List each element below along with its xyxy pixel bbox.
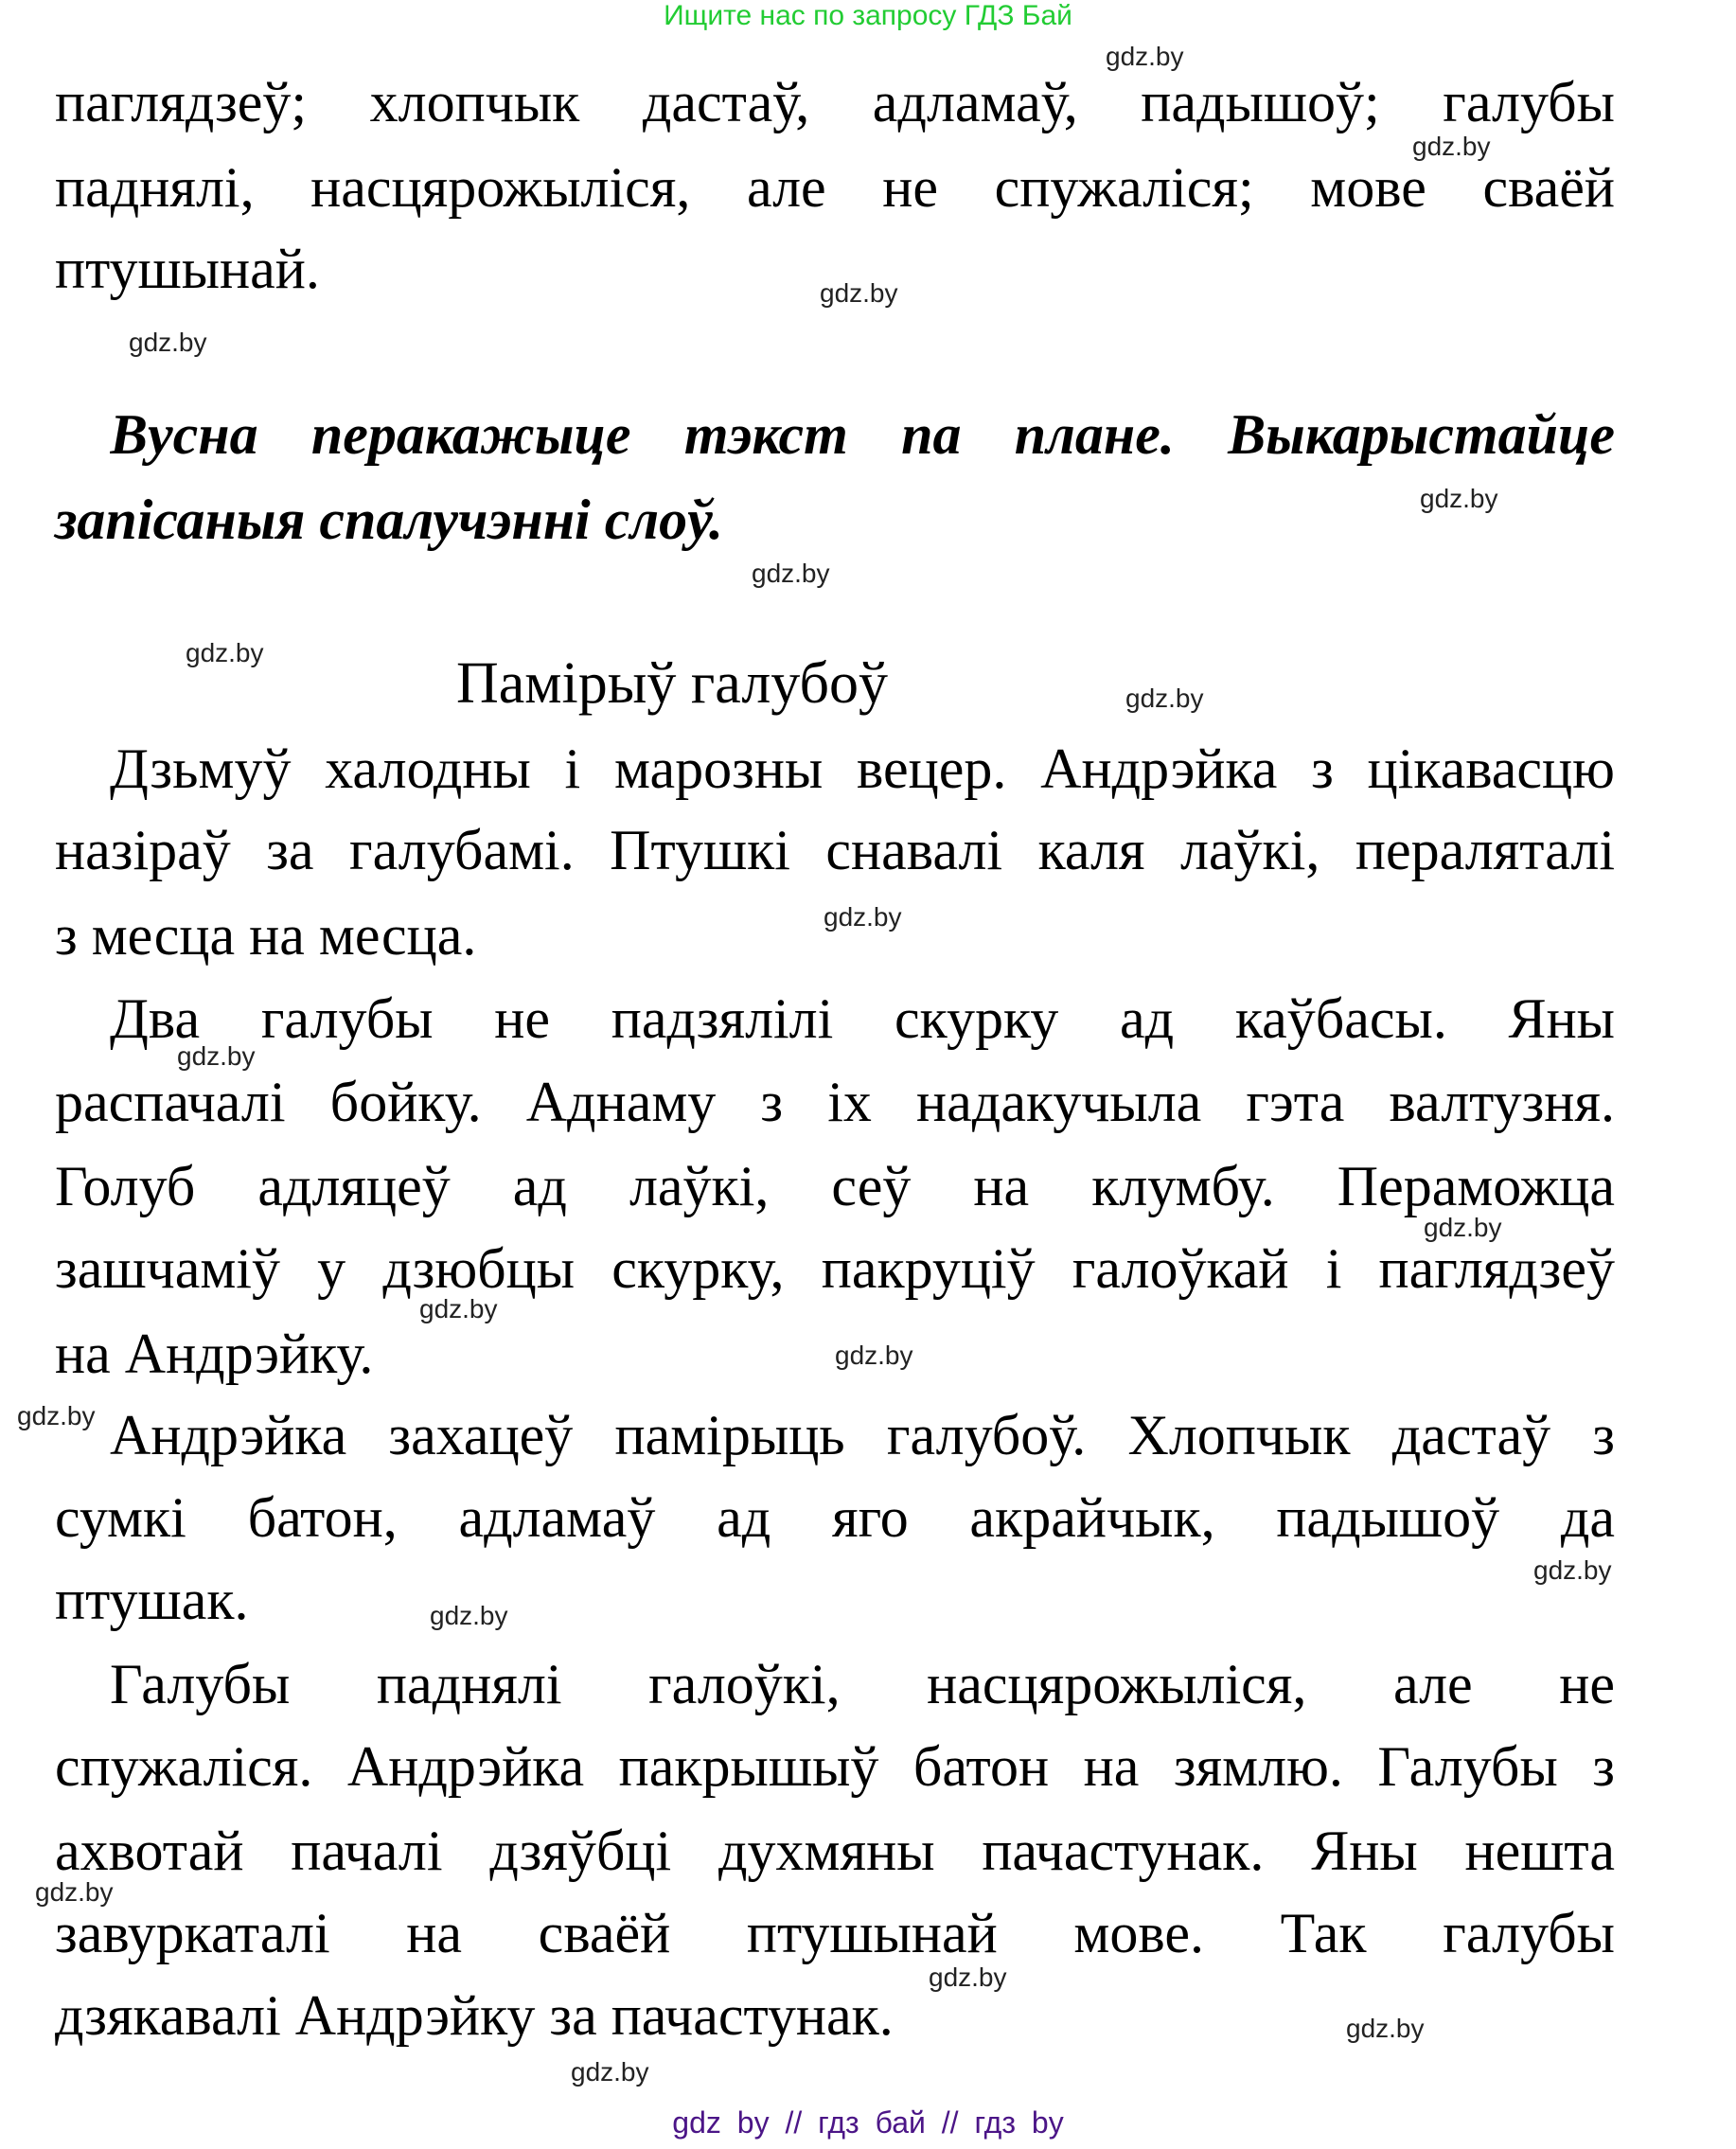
story-line: зашчаміў у дзюбцы скурку, пакруціў галоўкай і паглядзеў bbox=[55, 1237, 1615, 1300]
watermark: gdz.by bbox=[1346, 2014, 1425, 2043]
watermark: gdz.by bbox=[835, 1341, 913, 1370]
instruction-line: запісаныя спалучэнні слоў. bbox=[55, 488, 723, 551]
watermark: gdz.by bbox=[1412, 132, 1491, 161]
site-footer-links: gdz by // гдз бай // гдз by bbox=[672, 2105, 1064, 2140]
watermark: gdz.by bbox=[1424, 1213, 1502, 1242]
story-line: Голуб адляцеў ад лаўкі, сеў на клумбу. Пераможца bbox=[55, 1155, 1615, 1217]
story-line: на Андрэйку. bbox=[55, 1323, 374, 1385]
watermark: gdz.by bbox=[186, 638, 264, 667]
continuation-line: паднялі, насцярожыліся, але не спужаліся; мове сваёй bbox=[55, 156, 1615, 219]
watermark: gdz.by bbox=[1125, 684, 1204, 713]
story-line: дзякавалі Андрэйку за пачастунак. bbox=[55, 1984, 894, 2047]
watermark: gdz.by bbox=[177, 1041, 256, 1071]
story-line: Два галубы не падзялілі скурку ад каўбасы. Яны bbox=[110, 987, 1615, 1050]
watermark: gdz.by bbox=[129, 328, 207, 357]
watermark: gdz.by bbox=[35, 1877, 114, 1907]
story-title: Памірыў галубоў bbox=[455, 651, 889, 716]
story-line: Андрэйка захацеў памірыць галубоў. Хлопчык дастаў з bbox=[110, 1404, 1615, 1466]
story-line: сумкі батон, адламаў ад яго акрайчык, падышоў да bbox=[55, 1486, 1615, 1549]
watermark: gdz.by bbox=[1420, 484, 1498, 513]
story-line: распачалі бойку. Аднаму з іх надакучыла гэта валтузня. bbox=[55, 1071, 1615, 1133]
watermark: gdz.by bbox=[419, 1294, 498, 1323]
story-line: спужаліся. Андрэйка пакрышыў батон на зямлю. Галубы з bbox=[55, 1735, 1615, 1798]
story-line: птушак. bbox=[55, 1569, 249, 1631]
story-line: ахвотай пачалі дзяўбці духмяны пачастунак. Яны нешта bbox=[55, 1820, 1615, 1882]
story-line: з месца на месца. bbox=[55, 904, 477, 967]
story-line: Дзьмуў халодны і марозны вецер. Андрэйка з цікавасцю bbox=[110, 737, 1615, 800]
watermark: gdz.by bbox=[752, 559, 830, 588]
watermark: gdz.by bbox=[929, 1963, 1007, 1992]
continuation-line: птушынай. bbox=[55, 238, 320, 300]
watermark: gdz.by bbox=[824, 902, 902, 932]
watermark: gdz.by bbox=[1533, 1555, 1612, 1585]
story-line: завуркаталі на сваёй птушынай мове. Так галубы bbox=[55, 1902, 1615, 1964]
continuation-line: паглядзеў; хлопчык дастаў, адламаў, падышоў; галубы bbox=[55, 71, 1615, 133]
watermark: gdz.by bbox=[430, 1601, 508, 1630]
watermark: gdz.by bbox=[571, 2057, 649, 2087]
story-line: Галубы паднялі галоўкі, насцярожыліся, але не bbox=[110, 1653, 1615, 1715]
watermark: gdz.by bbox=[1106, 42, 1184, 71]
watermark: gdz.by bbox=[820, 278, 898, 308]
story-line: назіраў за галубамі. Птушкі снавалі каля лаўкі, пераляталі bbox=[55, 819, 1615, 881]
instruction-line: Вусна перакажыце тэкст па плане. Выкарыстайце bbox=[110, 403, 1615, 466]
search-hint-banner: Ищите нас по запросу ГДЗ Бай bbox=[664, 0, 1072, 31]
watermark: gdz.by bbox=[17, 1401, 96, 1430]
